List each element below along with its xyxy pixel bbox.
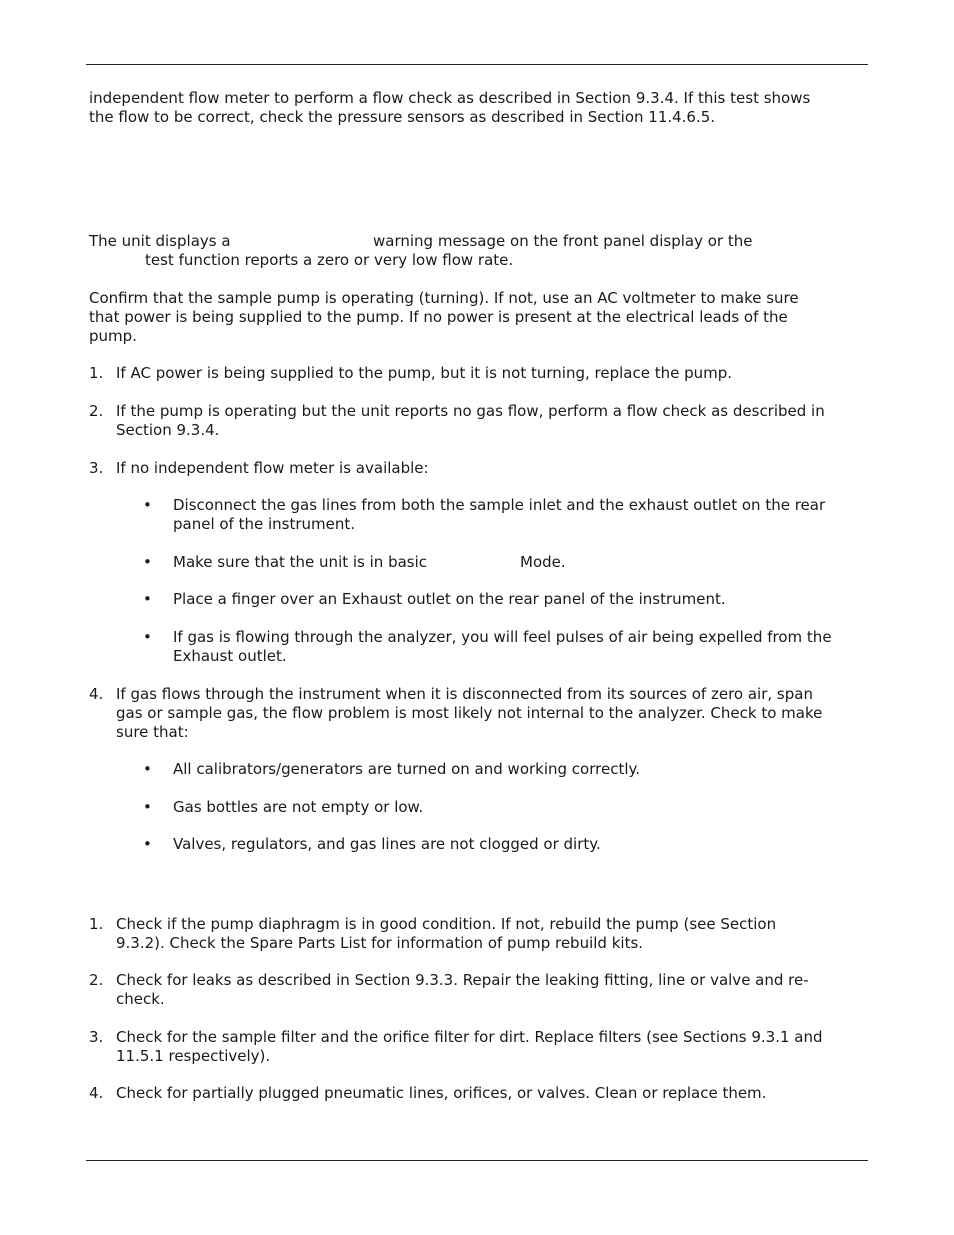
list-number: 1. — [89, 364, 104, 382]
list-number: 4. — [89, 685, 104, 703]
confirm-line-1: Confirm that the sample pump is operating (turning). If not, use an AC voltmeter to make sure — [89, 289, 799, 307]
footer-rule — [86, 1160, 868, 1161]
bullet-item-text: Mode. — [520, 553, 566, 571]
bullet-item-text: Exhaust outlet. — [173, 647, 287, 665]
bullet-icon: • — [143, 628, 152, 646]
bullet-item-text: Gas bottles are not empty or low. — [173, 798, 424, 816]
list-item-text: sure that: — [116, 723, 189, 741]
bullet-icon: • — [143, 798, 152, 816]
list-item-text: If AC power is being supplied to the pump, but it is not turning, replace the pump. — [116, 364, 733, 382]
bullet-item-text: All calibrators/generators are turned on and working correctly. — [173, 760, 641, 778]
warning-text-part-3: test function reports a zero or very low flow rate. — [145, 251, 514, 269]
list-item-text: If the pump is operating but the unit reports no gas flow, perform a flow check as described in — [116, 402, 825, 420]
list-number: 3. — [89, 1028, 104, 1046]
bullet-item-text: Make sure that the unit is in basic — [173, 553, 428, 571]
list-number: 4. — [89, 1084, 104, 1102]
list-item-text: 9.3.2). Check the Spare Parts List for information of pump rebuild kits. — [116, 934, 644, 952]
list-item-text: gas or sample gas, the flow problem is most likely not internal to the analyzer. Check to make — [116, 704, 823, 722]
bullet-item-text: Disconnect the gas lines from both the sample inlet and the exhaust outlet on the rear — [173, 496, 826, 514]
confirm-line-3: pump. — [89, 327, 137, 345]
warning-text-part-2: warning message on the front panel display or the — [373, 232, 753, 250]
list-item-text: Check for leaks as described in Section 9.3.3. Repair the leaking fitting, line or valve and re- — [116, 971, 809, 989]
list-item-text: If gas flows through the instrument when it is disconnected from its sources of zero air, span — [116, 685, 813, 703]
list-item-text: Check for partially plugged pneumatic lines, orifices, or valves. Clean or replace them. — [116, 1084, 767, 1102]
list-item-text: check. — [116, 990, 165, 1008]
list-item-text: 11.5.1 respectively). — [116, 1047, 271, 1065]
intro-line-2: the flow to be correct, check the pressure sensors as described in Section 11.4.6.5. — [89, 108, 716, 126]
bullet-item-text: Place a finger over an Exhaust outlet on the rear panel of the instrument. — [173, 590, 726, 608]
warning-text-part-1: The unit displays a — [89, 232, 231, 250]
list-number: 2. — [89, 402, 104, 420]
header-rule — [86, 64, 868, 65]
bullet-icon: • — [143, 590, 152, 608]
bullet-icon: • — [143, 496, 152, 514]
bullet-icon: • — [143, 553, 152, 571]
list-item-text: If no independent flow meter is available: — [116, 459, 429, 477]
list-number: 2. — [89, 971, 104, 989]
bullet-item-text: Valves, regulators, and gas lines are not clogged or dirty. — [173, 835, 601, 853]
bullet-icon: • — [143, 835, 152, 853]
confirm-line-2: that power is being supplied to the pump. If no power is present at the electrical leads of the — [89, 308, 788, 326]
list-number: 1. — [89, 915, 104, 933]
list-item-text: Section 9.3.4. — [116, 421, 220, 439]
bullet-item-text: If gas is flowing through the analyzer, you will feel pulses of air being expelled from the — [173, 628, 832, 646]
intro-line-1: independent flow meter to perform a flow check as described in Section 9.3.4. If this test shows — [89, 89, 811, 107]
list-item-text: Check if the pump diaphragm is in good condition. If not, rebuild the pump (see Section — [116, 915, 777, 933]
bullet-icon: • — [143, 760, 152, 778]
bullet-item-text: panel of the instrument. — [173, 515, 356, 533]
list-number: 3. — [89, 459, 104, 477]
list-item-text: Check for the sample filter and the orifice filter for dirt. Replace filters (see Sections 9.3.1 and — [116, 1028, 823, 1046]
